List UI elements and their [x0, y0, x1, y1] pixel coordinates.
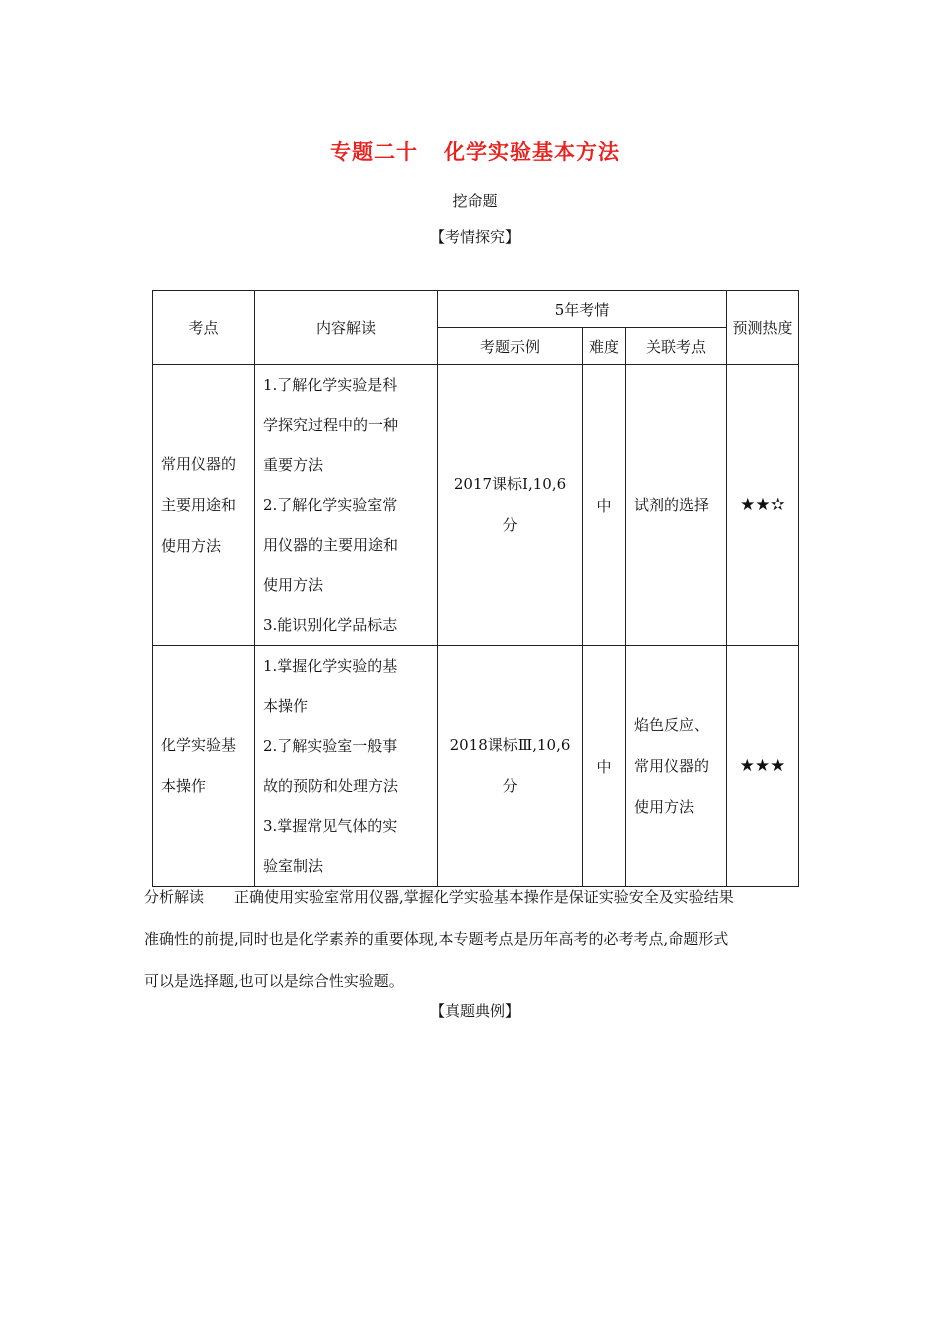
row1-related: 试剂的选择 [626, 365, 727, 646]
row1-content: 1.了解化学实验是科 学探究过程中的一种 重要方法 2.了解化学实验室常 用仪器的主要用途和 使用方法 3.能识别化学品标志 [255, 365, 438, 646]
row2-example: 2018课标Ⅲ,10,6 分 [438, 646, 583, 887]
title-topic-number: 专题二十 [330, 140, 418, 164]
subtitle: 挖命题 [452, 192, 498, 210]
row2-kaodian: 化学实验基 本操作 [153, 646, 255, 887]
table-header-row [153, 291, 799, 328]
exam-analysis-table [152, 290, 799, 887]
header-neirong: 内容解读 [255, 291, 438, 365]
row2-related: 焰色反应、 常用仪器的 使用方法 [626, 646, 727, 887]
section-heading-zhenti: 【真题典例】 [429, 1002, 520, 1020]
title-topic-name: 化学实验基本方法 [444, 140, 620, 164]
row1-kaodian: 常用仪器的 主要用途和 使用方法 [153, 365, 255, 646]
row1-difficulty: 中 [583, 365, 626, 646]
header-yuce: 预测热度 [727, 291, 799, 365]
row2-difficulty: 中 [583, 646, 626, 887]
row2-heat-stars-icon: ★★★ [727, 646, 799, 887]
row1-heat-stars-icon: ★★✫ [727, 365, 799, 646]
section-heading-kaoqing: 【考情探究】 [429, 228, 520, 246]
page-title [0, 136, 950, 166]
header-guanlian: 关联考点 [626, 328, 727, 365]
header-nandu: 难度 [583, 328, 626, 365]
header-kaodian: 考点 [153, 291, 255, 365]
table-row [153, 365, 799, 646]
analysis-paragraph: 分析解读 正确使用实验室常用仪器,掌握化学实验基本操作是保证实验安全及实验结果 准确性的前提,同时也是化学素养的重要体现,本专题考点是历年高考的必考考点,命题形式 可以是选择题,也可以是综合性实验题。 [144, 888, 734, 990]
table-row [153, 646, 799, 887]
row2-content: 1.掌握化学实验的基 本操作 2.了解实验室一般事 故的预防和处理方法 3.掌握常见气体的实 验室制法 [255, 646, 438, 887]
header-five-year: 5年考情 [438, 291, 727, 328]
analysis-label: 分析解读 [144, 888, 205, 906]
row1-example: 2017课标Ⅰ,10,6 分 [438, 365, 583, 646]
header-shili: 考题示例 [438, 328, 583, 365]
